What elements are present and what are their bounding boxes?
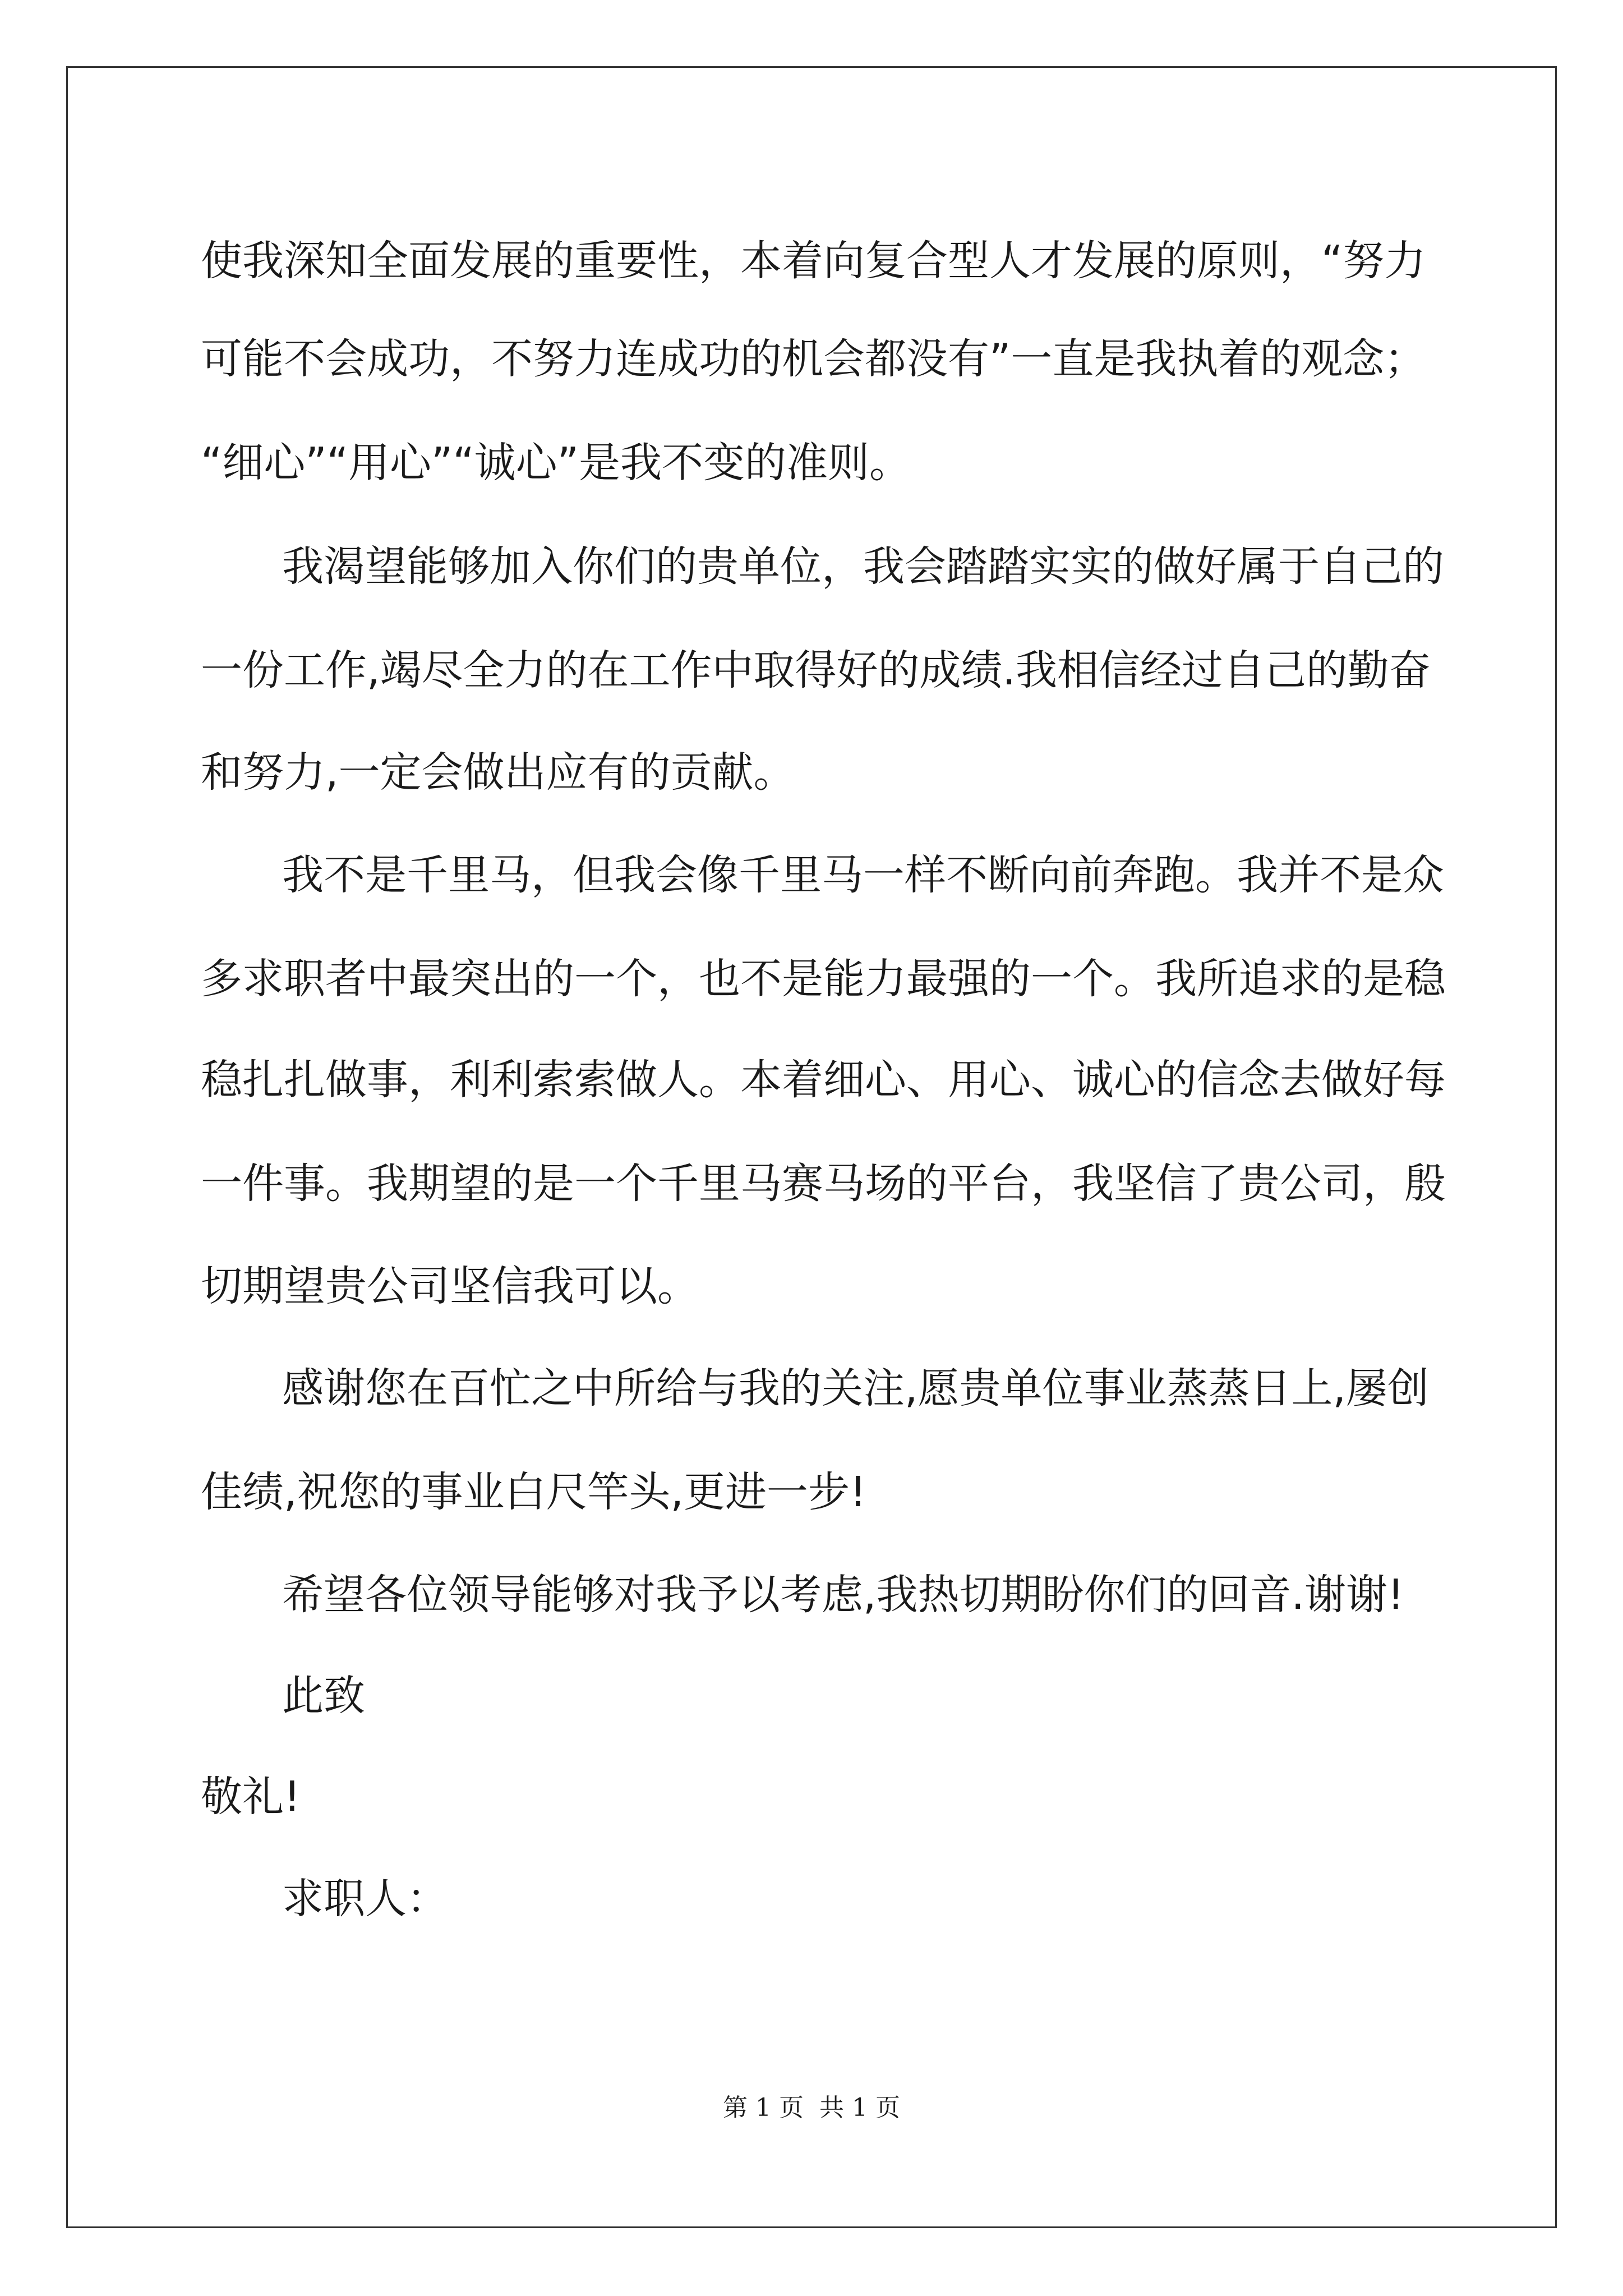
paragraph-line: 和努力,一定会做出应有的贡献。 — [201, 748, 795, 797]
paragraph-line: 切期望贵公司坚信我可以。 — [201, 1262, 699, 1310]
paragraph-line: “细心”“用心”“诚心”是我不变的准则。 — [201, 439, 911, 487]
paragraph-line: 感谢您在百忙之中所给与我的关注,愿贵单位事业蒸蒸日上,屡创 — [282, 1364, 1430, 1412]
paragraph-line: 可能不会成功，不努力连成功的机会都没有”一直是我执着的观念； — [201, 335, 1426, 383]
closing-regards: 敬礼! — [201, 1773, 301, 1821]
paragraph-line: 使我深知全面发展的重要性，本着向复合型人才发展的原则，“努力 — [201, 237, 1426, 285]
paragraph-line: 我不是千里马，但我会像千里马一样不断向前奔跑。我并不是众 — [282, 851, 1444, 899]
closing-salutation: 此致 — [282, 1672, 365, 1720]
paragraph-line: 多求职者中最突出的一个，也不是能力最强的一个。我所追求的是稳 — [201, 955, 1446, 1003]
signature-label: 求职人： — [282, 1875, 448, 1923]
page-number-footer: 第 1 页 共 1 页 — [723, 2093, 900, 2122]
paragraph-line: 一份工作,竭尽全力的在工作中取得好的成绩.我相信经过自己的勤奋 — [201, 646, 1431, 694]
paragraph-line: 佳绩,祝您的事业白尺竿头,更进一步! — [201, 1468, 866, 1516]
paragraph-line: 我渴望能够加入你们的贵单位，我会踏踏实实的做好属于自己的 — [282, 542, 1444, 591]
paragraph-line: 稳扎扎做事，利利索索做人。本着细心、用心、诚心的信念去做好每 — [201, 1056, 1446, 1104]
paragraph-line: 一件事。我期望的是一个千里马赛马场的平台，我坚信了贵公司，殷 — [201, 1159, 1446, 1208]
paragraph-line: 希望各位领导能够对我予以考虑,我热切期盼你们的回音.谢谢! — [282, 1571, 1404, 1619]
